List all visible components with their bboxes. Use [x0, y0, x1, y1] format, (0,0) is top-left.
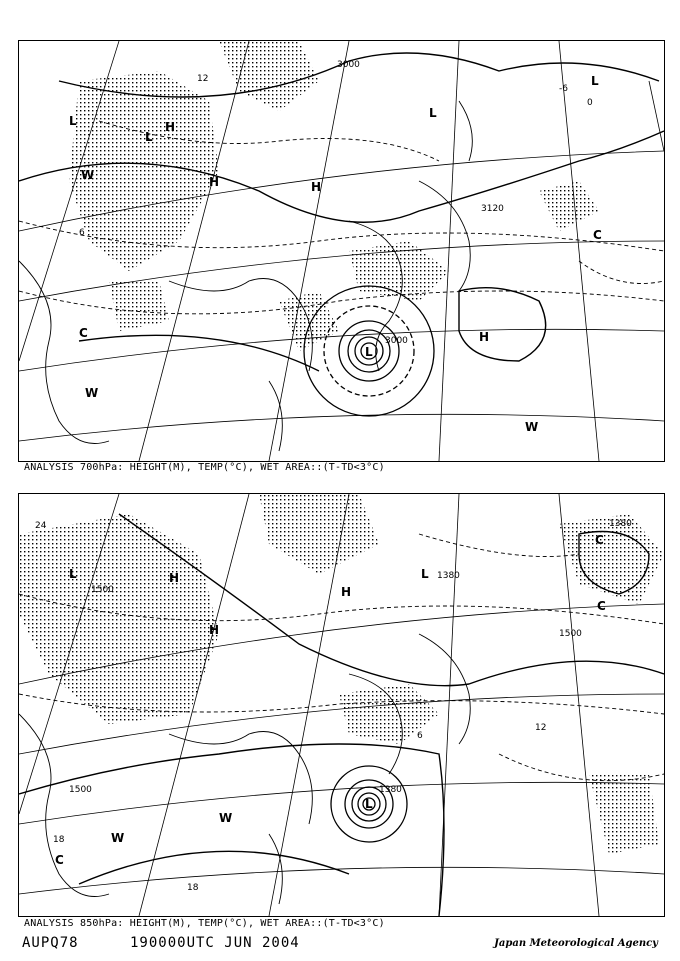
analysis-time: 190000UTC JUN 2004: [130, 935, 300, 951]
system-label: L: [145, 130, 153, 144]
contour-label: 18: [187, 883, 199, 893]
system-label: H: [165, 120, 176, 134]
caption-700hpa: ANALYSIS 700hPa: HEIGHT(M), TEMP(°C), WET AREA::(T-TD<3°C): [24, 462, 385, 473]
system-label: W: [111, 831, 125, 845]
contour-label: 24: [35, 521, 47, 531]
system-label: L: [69, 567, 77, 581]
contour-label: 12: [535, 723, 547, 733]
contour-label: 18: [53, 835, 65, 845]
map-850hpa: [18, 493, 665, 917]
system-label: L: [421, 567, 429, 581]
system-label: L: [429, 106, 437, 120]
contour-label: 3000: [385, 336, 408, 346]
agency-credit: Japan Meteorological Agency: [494, 938, 658, 949]
system-label: H: [209, 623, 220, 637]
system-label: W: [525, 420, 539, 434]
system-label: L: [365, 345, 373, 359]
chart-code: AUPQ78: [22, 935, 79, 951]
system-label: L: [591, 74, 599, 88]
contour-label: 6: [79, 228, 85, 238]
contour-label: -6: [559, 84, 568, 94]
contour-label: 1380: [609, 519, 632, 529]
system-label: H: [209, 175, 220, 189]
contour-label: 1380: [437, 571, 460, 581]
system-label: W: [85, 386, 99, 400]
system-label: C: [55, 853, 64, 867]
system-label: C: [595, 533, 604, 547]
contour-label: 1380: [379, 785, 402, 795]
system-label: H: [169, 571, 180, 585]
system-label: W: [219, 811, 233, 825]
system-label: H: [341, 585, 352, 599]
contour-label: 6: [417, 731, 423, 741]
wet-area-shading: [19, 494, 664, 854]
contour-label: 1500: [91, 585, 114, 595]
system-label: H: [311, 180, 322, 194]
map-700hpa-chart: [19, 41, 664, 461]
system-label: C: [79, 326, 88, 340]
contour-label: 1500: [559, 629, 582, 639]
system-label: L: [69, 114, 77, 128]
system-label: C: [593, 228, 602, 242]
map-850hpa-chart: [19, 494, 664, 916]
wet-area-shading: [69, 41, 599, 351]
caption-850hpa: ANALYSIS 850hPa: HEIGHT(M), TEMP(°C), WET AREA::(T-TD<3°C): [24, 918, 385, 929]
system-label: C: [597, 599, 606, 613]
system-label: H: [479, 330, 490, 344]
system-label: L: [365, 797, 373, 811]
system-label: W: [81, 168, 95, 182]
contour-label: 12: [197, 74, 209, 84]
map-700hpa: [18, 40, 665, 462]
contour-label: 3120: [481, 204, 504, 214]
contour-label: 3000: [337, 60, 360, 70]
contour-label: 1500: [69, 785, 92, 795]
contour-label: 0: [587, 98, 593, 108]
